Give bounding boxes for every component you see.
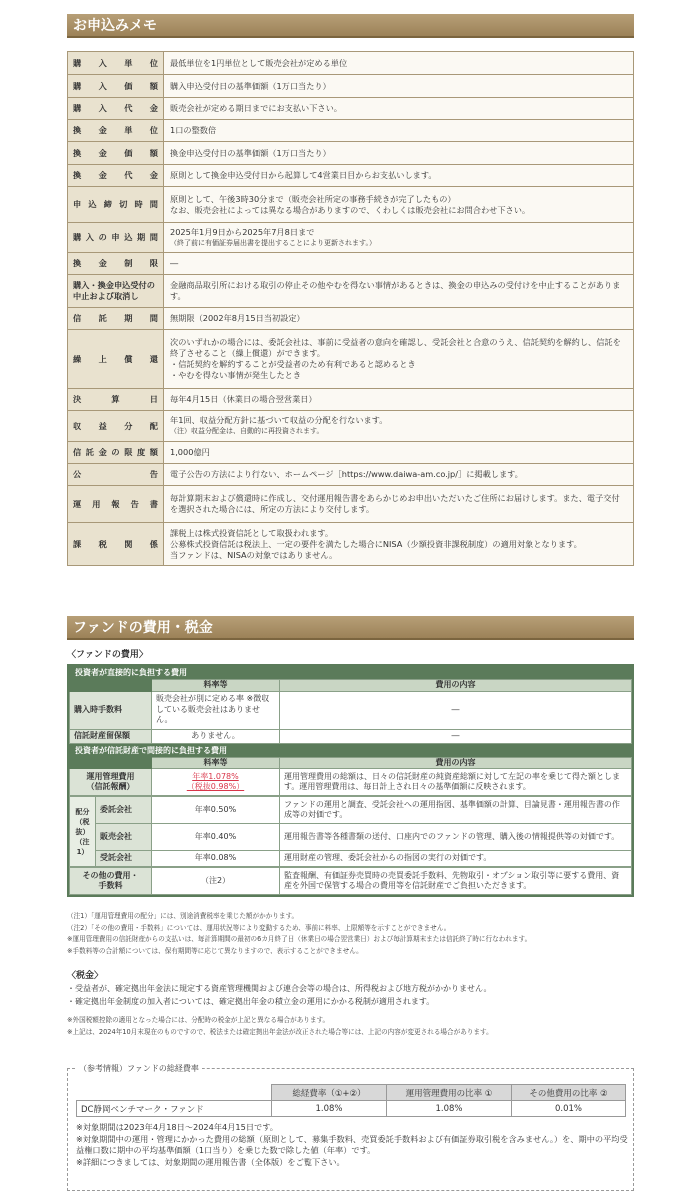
row-content: 運用管理費用の総額は、日々の信託財産の純資産総額に対して左記の率を乗じて得た額とします。運用管理費用は、毎日計上され日々の基準価額に反映されます。 <box>280 769 632 796</box>
table-row <box>70 824 632 851</box>
row-content: ファンドの運用と調査、受託会社への運用指図、基準価額の計算、目論見書・運用報告書の作成等の対価です。 <box>280 797 632 824</box>
note: ※詳細につきましては、対象期間の運用報告書（全体版）をご覧下さい。 <box>76 1156 345 1167</box>
row-label: 換金単位 <box>73 125 158 135</box>
row-value: 金融商品取引所における取引の停止その他やむを得ない事情があるときは、換金の申込みの受付けを中止することがあります。 <box>164 275 634 308</box>
expense-ratio-table <box>76 1084 626 1117</box>
table-row <box>68 411 634 442</box>
row-label: 委託会社 <box>96 797 152 824</box>
row-value: 年1回、収益分配方針に基づいて収益の分配を行ないます。 <box>170 415 388 425</box>
row-label: 換金代金 <box>73 170 158 180</box>
mgmt-rate: 年率1.078% <box>192 771 239 781</box>
row-content: 運用財産の管理、委託会社からの指図の実行の対価です。 <box>280 851 632 867</box>
row-rate: 年率0.40% <box>152 824 280 851</box>
table-row <box>70 797 632 824</box>
alloc-label: 配分（税抜）（注1） <box>70 797 96 867</box>
row-label: 信託財産留保額 <box>70 729 152 743</box>
table-row <box>68 486 634 523</box>
row-rate: 販売会社が別に定める率 ※徴収している販売会社はありません。 <box>152 691 280 729</box>
table-row <box>68 75 634 98</box>
row-label: 受託会社 <box>96 851 152 867</box>
row-value: 1口の整数倍 <box>164 120 634 142</box>
tax-notes <box>67 1015 634 1038</box>
row-label: 運用報告書 <box>73 498 158 509</box>
reference-title: （参考情報）ファンドの総経費率 <box>76 1063 202 1074</box>
fee-section-header: ファンドの費用・税金 <box>67 616 634 640</box>
row-value: 公募株式投資信託は税法上、一定の要件を満たした場合にNISA（少額投資非課税制度）の適用対象となります。 <box>170 538 582 549</box>
row-label: 購入・換金申込受付の中止および取消し <box>73 280 155 301</box>
table-row <box>68 308 634 330</box>
row-label: 換金価額 <box>73 147 158 158</box>
row-content: ― <box>280 691 632 729</box>
table-row <box>68 223 634 253</box>
row-content: 監査報酬、有価証券売買時の売買委託手数料、先物取引・オプション取引等に要する費用、資産を外国で保管する場合の費用等を信託財産でご負担いただきます。 <box>280 868 632 895</box>
col-content-header: 費用の内容 <box>280 680 632 692</box>
row-label: 換金制限 <box>73 258 158 268</box>
row-label: 決算日 <box>73 394 158 404</box>
row-value: ・信託契約を解約することが受益者のため有利であると認めるとき <box>170 359 416 369</box>
row-label: 販売会社 <box>96 824 152 851</box>
row-value: 2025年1月9日から2025年7月8日まで <box>170 226 315 237</box>
row-note: （終了前に有価証券届出書を提出することにより更新されます。） <box>170 238 376 247</box>
row-label: 信託金の限度額 <box>73 447 158 457</box>
row-value: 毎年4月15日（休業日の場合翌営業日） <box>164 389 634 411</box>
row-value: ・やむを得ない事情が発生したとき <box>170 370 302 380</box>
note: ※手数料等の合計額については、保有期間等に応じて異なりますので、表示することができません。 <box>67 946 363 955</box>
row-value: 毎計算期末および償還時に作成し、交付運用報告書をあらかじめお申出いただいたご住所にお届けします。また、電子交付を選択された場合には、所定の方法により交付します。 <box>164 486 634 523</box>
indirect-cost-bar: 投資者が信託財産で間接的に負担する費用 <box>69 744 632 757</box>
col-rate-header: 料率等 <box>152 757 280 769</box>
other-ratio: 0.01% <box>512 1101 626 1117</box>
row-value: 1,000億円 <box>164 442 634 464</box>
table-row <box>68 142 634 165</box>
table-row <box>68 187 634 223</box>
row-value: 原則として換金申込受付日から起算して4営業日目からお支払いします。 <box>164 165 634 187</box>
fund-name: DC静岡ベンチマーク・ファンド <box>77 1101 272 1117</box>
note: ※外国税額控除の適用となった場合には、分配時の税金が上記と異なる場合があります。 <box>67 1016 330 1024</box>
mgmt-ratio: 1.08% <box>387 1101 512 1117</box>
table-row <box>68 275 634 308</box>
row-value: 次のいずれかの場合には、委託会社は、事前に受益者の意向を確認し、受託会社と合意のうえ、信託契約を解約し、信託を終了させること（繰上償還）ができます。 <box>170 337 621 358</box>
row-value: 原則として、午後3時30分まで（販売会社所定の事務手続きが完了したもの） <box>170 193 456 204</box>
row-value: なお、販売会社によっては異なる場合がありますので、くわしくは販売会社にお問合わせ下さい。 <box>170 204 531 215</box>
table-row <box>70 868 632 895</box>
table-row <box>68 253 634 275</box>
table-row <box>68 120 634 142</box>
table-row <box>68 330 634 389</box>
table-row <box>68 165 634 187</box>
table-row <box>70 691 632 729</box>
table-row <box>68 52 634 75</box>
table-row <box>70 769 632 796</box>
row-label: 購入代金 <box>73 103 158 113</box>
row-value: 電子公告の方法により行ない、ホームページ［https://www.daiwa-am.co.jp/］に掲載します。 <box>164 464 634 486</box>
row-rate: 年率0.50% <box>152 797 280 824</box>
row-label: 信託期間 <box>73 313 158 323</box>
reference-notes <box>76 1122 632 1168</box>
row-content: ― <box>280 729 632 743</box>
col-header: その他費用の比率 ② <box>512 1085 626 1101</box>
row-rate: （注2） <box>152 868 280 895</box>
tax-item: ・確定拠出年金制度の加入者については、確定拠出年金の積立金の運用にかかる税制が適用されます。 <box>67 996 435 1006</box>
row-value: ― <box>164 253 634 275</box>
row-label: その他の費用・ <box>82 870 139 880</box>
table-row <box>70 680 632 692</box>
table-row <box>68 442 634 464</box>
mgmt-rate-ex-tax: （税抜0.98%） <box>186 782 245 791</box>
col-rate-header: 料率等 <box>152 680 280 692</box>
row-label: 手数料 <box>98 881 123 890</box>
col-content-header: 費用の内容 <box>280 757 632 769</box>
row-label: 申込締切時間 <box>73 199 158 209</box>
row-content: 運用報告書等各種書類の送付、口座内でのファンドの管理、購入後の情報提供等の対価です。 <box>280 824 632 851</box>
row-label: （信託報酬） <box>86 782 135 791</box>
row-value: 販売会社が定める期日までにお支払い下さい。 <box>164 98 634 120</box>
row-label: 購入時手数料 <box>70 691 152 729</box>
row-note: （注）収益分配金は、自動的に再投資されます。 <box>170 427 324 435</box>
fee-table <box>67 664 634 897</box>
row-value: 課税上は株式投資信託として取扱われます。 <box>170 527 334 538</box>
tax-list <box>67 983 647 1008</box>
row-label: 購入単位 <box>73 57 158 68</box>
row-label: 収益分配 <box>73 420 158 431</box>
row-rate: 年率0.08% <box>152 851 280 867</box>
col-header: 運用管理費用の比率 ① <box>387 1085 512 1101</box>
row-rate: ありません。 <box>152 729 280 743</box>
row-value: 最低単位を1円単位として販売会社が定める単位 <box>164 52 634 75</box>
note: ※上記は、2024年10月末現在のものですので、税法または確定拠出年金法が改正された場合等には、上記の内容が変更される場合があります。 <box>67 1027 493 1036</box>
col-header: 総経費率（①+②） <box>272 1085 387 1101</box>
fee-subtitle: 〈ファンドの費用〉 <box>67 650 148 660</box>
tax-subtitle: 〈税金〉 <box>67 971 104 981</box>
note: ※対象期間中の運用・管理にかかった費用の総額（原則として、募集手数料、売買委託手数料および有価証券取引税を含みません。）を、期中の平均受益権口数に期中の平均基準価額（1口当り）を乗じた数で除した値（年率）です。 <box>76 1133 628 1155</box>
note: （注2）「その他の費用・手数料」については、運用状況等により変動するため、事前に料率、上限額等を示すことができません。 <box>67 923 451 932</box>
row-label: 繰上償還 <box>73 353 158 364</box>
table-row <box>68 389 634 411</box>
memo-table <box>67 51 634 566</box>
table-row <box>70 757 632 769</box>
table-row <box>70 851 632 867</box>
row-label: 課税関係 <box>73 538 158 549</box>
fee-notes <box>67 911 634 957</box>
table-row <box>68 464 634 486</box>
row-value: 換金申込受付日の基準価額（1万口当たり） <box>164 142 634 165</box>
row-label: 公告 <box>73 469 158 479</box>
total-ratio: 1.08% <box>272 1101 387 1117</box>
row-label: 運用管理費用 <box>86 771 135 781</box>
row-value: 無期限（2002年8月15日当初設定） <box>164 308 634 330</box>
note: （注1）「運用管理費用の配分」には、別途消費税率を乗じた額がかかります。 <box>67 912 299 920</box>
table-row <box>68 523 634 566</box>
row-value: 当ファンドは、NISAの対象ではありません。 <box>170 549 338 560</box>
table-row <box>70 729 632 743</box>
memo-section-header: お申込みメモ <box>67 14 634 38</box>
row-label: 購入価額 <box>73 80 158 91</box>
note: ※対象期間は2023年4月18日～2024年4月15日です。 <box>76 1122 278 1132</box>
tax-item: ・受益者が、確定拠出年金法に規定する資産管理機関および連合会等の場合は、所得税および地方税がかかりません。 <box>67 984 492 993</box>
direct-cost-bar: 投資者が直接的に負担する費用 <box>69 666 632 679</box>
note: ※運用管理費用の信託財産からの支払いは、毎計算期間の最初の6カ月終了日（休業日の場合翌営業日）および毎計算期末または信託終了時に行なわれます。 <box>67 935 532 943</box>
table-row <box>77 1101 626 1117</box>
row-label: 購入の申込期間 <box>73 232 158 242</box>
table-row <box>77 1085 626 1101</box>
table-row <box>68 98 634 120</box>
row-value: 購入申込受付日の基準価額（1万口当たり） <box>164 75 634 98</box>
